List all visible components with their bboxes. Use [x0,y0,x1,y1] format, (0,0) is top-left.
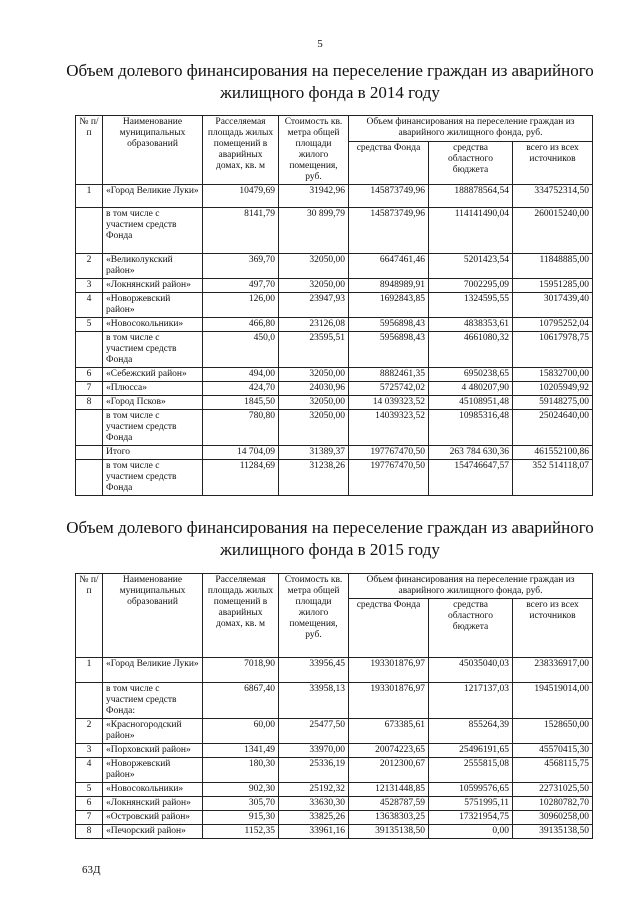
row-cost: 32050,00 [279,396,349,410]
row-regional: 7002295,09 [429,279,513,293]
row-num: 3 [76,744,103,758]
row-regional: 0,00 [429,825,513,839]
row-cost: 32050,00 [279,279,349,293]
row-num [76,208,103,254]
col-header-volume: Объем финансирования на переселение граждан из аварийного жилищного фонда, руб. [349,574,593,599]
row-num [76,683,103,719]
row-cost: 31238,26 [279,460,349,496]
row-fund: 13638303,25 [349,811,429,825]
row-name: в том числе с участием средств Фонда [103,332,203,368]
row-fund: 39135138,50 [349,825,429,839]
row-fund: 8882461,35 [349,368,429,382]
row-fund: 193301876,97 [349,683,429,719]
row-num: 5 [76,783,103,797]
row-area: 450,0 [203,332,279,368]
table-row [76,410,593,446]
col-header-cost: Стоимость кв. метра общей площади жилого помещения, руб. [279,116,349,185]
row-name: «Порховский район» [103,744,203,758]
row-area: 902,30 [203,783,279,797]
row-regional: 1217137,03 [429,683,513,719]
row-area: 60,00 [203,719,279,744]
row-name: «Великолукский район» [103,254,203,279]
row-fund: 145873749,96 [349,185,429,208]
row-area: 1845,50 [203,396,279,410]
table-row [76,744,593,758]
row-name: «Островский район» [103,811,203,825]
row-area: 424,70 [203,382,279,396]
row-area: 369,70 [203,254,279,279]
row-name: в том числе с участием средств Фонда [103,460,203,496]
table-row [76,811,593,825]
table-row [76,318,593,332]
table-row [76,396,593,410]
row-fund: 673385,61 [349,719,429,744]
row-fund: 5956898,43 [349,318,429,332]
row-regional: 17321954,75 [429,811,513,825]
table-row [76,797,593,811]
row-name: «Локнянский район» [103,797,203,811]
col-header-area: Расселяемая площадь жилых помещений в аварийных домах, кв. м [203,116,279,185]
row-total: 59148275,00 [513,396,593,410]
row-area: 7018,90 [203,658,279,683]
row-num: 1 [76,185,103,208]
table-row [76,683,593,719]
page-number: 5 [317,38,323,50]
row-num: 7 [76,382,103,396]
row-cost: 33958,13 [279,683,349,719]
row-name: «Локнянский район» [103,279,203,293]
row-cost: 32050,00 [279,368,349,382]
row-cost: 33961,16 [279,825,349,839]
row-area: 1152,35 [203,825,279,839]
row-regional: 188878564,54 [429,185,513,208]
table-2015-body [76,574,593,839]
row-cost: 32050,00 [279,410,349,446]
row-total: 11848885,00 [513,254,593,279]
row-num [76,332,103,368]
table-row [76,279,593,293]
row-area: 305,70 [203,797,279,811]
col-header-fund: средства Фонда [349,599,429,658]
table-2015-title: Объем долевого финансирования на переселение граждан из аварийного жилищного фонда в 2015 году [66,518,594,559]
row-cost: 33630,30 [279,797,349,811]
table-row [76,719,593,744]
table-row [76,758,593,783]
col-header-num: № п/п [76,574,103,658]
row-cost: 24030,96 [279,382,349,396]
header-row [76,116,593,142]
row-name: «Новоржевский район» [103,758,203,783]
row-cost: 33956,45 [279,658,349,683]
row-total: 260015240,00 [513,208,593,254]
row-name: «Город Великие Луки» [103,185,203,208]
row-name: «Плюсса» [103,382,203,396]
row-area: 180,30 [203,758,279,783]
row-num [76,446,103,460]
row-cost: 25336,19 [279,758,349,783]
table-row [76,208,593,254]
table-row [76,293,593,318]
row-num: 4 [76,293,103,318]
row-fund: 145873749,96 [349,208,429,254]
row-cost: 23595,51 [279,332,349,368]
row-fund: 20074223,65 [349,744,429,758]
row-num: 6 [76,797,103,811]
row-num: 7 [76,811,103,825]
col-header-area: Расселяемая площадь жилых помещений в аварийных домах, кв. м [203,574,279,658]
row-total: 39135138,50 [513,825,593,839]
col-header-name: Наименование муниципальных образований [103,116,203,185]
row-fund: 197767470,50 [349,446,429,460]
row-fund: 14 039323,52 [349,396,429,410]
row-name: в том числе с участием средств Фонда [103,208,203,254]
row-cost: 25477,50 [279,719,349,744]
row-regional: 114141490,04 [429,208,513,254]
row-total: 352 514118,07 [513,460,593,496]
col-header-num: № п/п [76,116,103,185]
table-row [76,254,593,279]
col-header-regional: средства областного бюджета [429,599,513,658]
col-header-total: всего из всех источников [513,599,593,658]
row-num: 2 [76,719,103,744]
row-regional: 5201423,54 [429,254,513,279]
footer-code: 63Д [82,864,101,876]
row-total: 45570415,30 [513,744,593,758]
row-num: 5 [76,318,103,332]
table-row [76,382,593,396]
row-name: в том числе с участием средств Фонда: [103,683,203,719]
table-2014-body [76,116,593,496]
row-total: 4568115,75 [513,758,593,783]
row-area: 126,00 [203,293,279,318]
table-row [76,446,593,460]
table-row [76,185,593,208]
row-cost: 23947,93 [279,293,349,318]
row-area: 8141,79 [203,208,279,254]
row-regional: 4661080,32 [429,332,513,368]
row-total: 22731025,50 [513,783,593,797]
row-cost: 31942,96 [279,185,349,208]
row-num: 8 [76,825,103,839]
row-cost: 33825,26 [279,811,349,825]
row-regional: 10599576,65 [429,783,513,797]
row-regional: 855264,39 [429,719,513,744]
row-name: «Новосокольники» [103,783,203,797]
row-total: 461552100,86 [513,446,593,460]
row-area: 494,00 [203,368,279,382]
row-fund: 2012300,67 [349,758,429,783]
row-name: «Себежский район» [103,368,203,382]
row-total: 10205949,92 [513,382,593,396]
col-header-fund: средства Фонда [349,142,429,185]
table-row [76,658,593,683]
financing-table-2015 [75,573,593,839]
row-num: 8 [76,396,103,410]
row-fund: 14039323,52 [349,410,429,446]
row-num: 3 [76,279,103,293]
row-num [76,410,103,446]
table-2014-title: Объем долевого финансирования на переселение граждан из аварийного жилищного фонда в 2014 году [66,61,594,102]
row-fund: 197767470,50 [349,460,429,496]
row-name: «Красногородский район» [103,719,203,744]
row-fund: 12131448,85 [349,783,429,797]
col-header-regional: средства областного бюджета [429,142,513,185]
row-name: «Новосокольники» [103,318,203,332]
row-num: 2 [76,254,103,279]
row-regional: 263 784 630,36 [429,446,513,460]
row-total: 25024640,00 [513,410,593,446]
row-regional: 154746647,57 [429,460,513,496]
col-header-name: Наименование муниципальных образований [103,574,203,658]
row-fund: 6647461,46 [349,254,429,279]
row-total: 10280782,70 [513,797,593,811]
row-regional: 45035040,03 [429,658,513,683]
row-area: 780,80 [203,410,279,446]
row-regional: 5751995,11 [429,797,513,811]
row-name: «Печорский район» [103,825,203,839]
table-row [76,368,593,382]
row-cost: 30 899,79 [279,208,349,254]
row-cost: 32050,00 [279,254,349,279]
row-total: 15951285,00 [513,279,593,293]
row-num [76,460,103,496]
row-fund: 8948989,91 [349,279,429,293]
row-regional: 2555815,08 [429,758,513,783]
row-cost: 25192,32 [279,783,349,797]
row-name: «Город Великие Луки» [103,658,203,683]
row-num: 4 [76,758,103,783]
row-total: 15832700,00 [513,368,593,382]
row-num: 1 [76,658,103,683]
row-total: 3017439,40 [513,293,593,318]
row-regional: 25496191,65 [429,744,513,758]
row-area: 11284,69 [203,460,279,496]
row-regional: 4 480207,90 [429,382,513,396]
row-area: 6867,40 [203,683,279,719]
financing-table-2014 [75,115,593,496]
row-area: 14 704,09 [203,446,279,460]
row-fund: 193301876,97 [349,658,429,683]
row-total: 334752314,50 [513,185,593,208]
row-num: 6 [76,368,103,382]
row-name: в том числе с участием средств Фонда [103,410,203,446]
row-area: 1341,49 [203,744,279,758]
row-area: 497,70 [203,279,279,293]
row-fund: 5725742,02 [349,382,429,396]
row-regional: 10985316,48 [429,410,513,446]
row-cost: 23126,08 [279,318,349,332]
row-fund: 1692843,85 [349,293,429,318]
table-row [76,783,593,797]
row-fund: 5956898,43 [349,332,429,368]
row-name: «Город Псков» [103,396,203,410]
row-total: 194519014,00 [513,683,593,719]
row-area: 466,80 [203,318,279,332]
row-cost: 31389,37 [279,446,349,460]
row-regional: 1324595,55 [429,293,513,318]
col-header-total: всего из всех источников [513,142,593,185]
col-header-cost: Стоимость кв. метра общей площади жилого помещения, руб. [279,574,349,658]
row-total: 238336917,00 [513,658,593,683]
row-total: 10795252,04 [513,318,593,332]
col-header-volume: Объем финансирования на переселение граждан из аварийного жилищного фонда, руб. [349,116,593,142]
table-row [76,460,593,496]
row-name: «Новоржевский район» [103,293,203,318]
header-row [76,574,593,599]
row-name: Итого [103,446,203,460]
row-area: 915,30 [203,811,279,825]
row-total: 10617978,75 [513,332,593,368]
row-regional: 4838353,61 [429,318,513,332]
row-fund: 4528787,59 [349,797,429,811]
row-regional: 45108951,48 [429,396,513,410]
table-row [76,332,593,368]
table-row [76,825,593,839]
row-regional: 6950238,65 [429,368,513,382]
row-total: 1528650,00 [513,719,593,744]
row-cost: 33970,00 [279,744,349,758]
row-total: 30960258,00 [513,811,593,825]
row-area: 10479,69 [203,185,279,208]
